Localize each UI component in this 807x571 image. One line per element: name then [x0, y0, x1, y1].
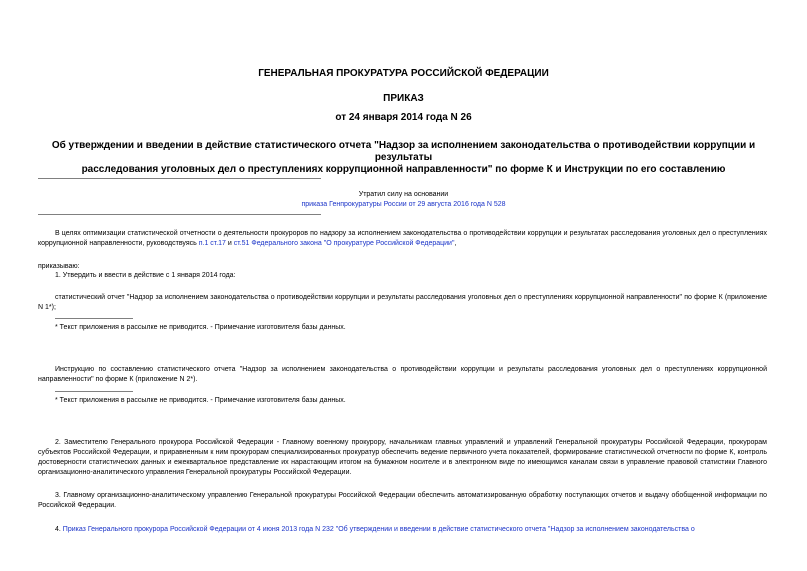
- footnote-2: * Текст приложения в рассылке не приводится. - Примечание изготовителя базы данных.: [55, 397, 346, 404]
- status-note-text: Утратил силу на основании: [358, 191, 449, 198]
- item-1-a: статистический отчет "Надзор за исполнением законодательства о противодействии коррупции и результаты расследования уголовных дел о преступлениях коррупционной направленности" по форме К (приложение N 1*);: [38, 294, 767, 311]
- document-title: [40, 140, 767, 176]
- doc-type-heading: ПРИКАЗ: [383, 93, 424, 104]
- document-title-line1: Об утверждении и введении в действие статистического отчета "Надзор за исполнением законодательства о противодействии коррупции и результаты: [51, 140, 756, 163]
- preamble-text: В целях оптимизации статистической отчетности о деятельности прокуроров по надзору за исполнением законодательства о противодействии коррупции и результатах расследования уголовных дел о преступлениях коррупционной направленности, руководствуясь: [38, 230, 767, 247]
- footnote-divider: [55, 318, 133, 319]
- org-heading: ГЕНЕРАЛЬНАЯ ПРОКУРАТУРА РОССИЙСКОЙ ФЕДЕРАЦИИ: [258, 68, 549, 79]
- item-2: 2. Заместителю Генерального прокурора Российской Федерации - Главному военному прокурору, начальникам главных управлений и управлений Генеральной прокуратуры Российской Федерации, прокурорам субъектов Российской Федерации, и приравненным к ним прокурорам специализированных прокуратур обеспечить ведение первичного учета показателей, формирование статистической отчетности по форме К, контроль достоверности статистических данных и ежеквартальное представление их нарастающим итогом на бумажном носителе и в электронном виде по имеющимся каналам связи в управление правовой статистики Главного организационно-аналитического управления Генеральной прокуратуры Российской Федерации.: [38, 439, 767, 476]
- paragraph-preamble: [38, 229, 767, 249]
- item-4-number: 4.: [55, 526, 61, 533]
- status-note-link-row: [0, 200, 807, 210]
- preamble-text-end: ,: [454, 240, 457, 247]
- document-title-line2: расследования уголовных дел о преступлениях коррупционной направленности" по форме К и Инструкции по его составлению: [81, 164, 726, 175]
- divider: [38, 214, 321, 215]
- law-link-art51[interactable]: ст.51 Федерального закона "О прокуратуре Российской Федерации": [233, 240, 455, 247]
- item-1: 1. Утвердить и ввести в действие с 1 января 2014 года:: [55, 272, 236, 279]
- order-word: приказываю:: [38, 263, 80, 270]
- item-1-b: Инструкцию по составлению статистического отчета "Надзор за исполнением законодательства о противодействии коррупции и результаты расследования уголовных дел о преступлениях коррупционной направленности" по форме К (приложение N 2*).: [38, 366, 767, 383]
- divider: [38, 178, 321, 179]
- status-note-link[interactable]: приказа Генпрокуратуры России от 29 августа 2016 года N 528: [301, 201, 506, 208]
- item-4: [38, 525, 767, 535]
- date-number-heading: от 24 января 2014 года N 26: [335, 112, 472, 123]
- footnote-divider: [55, 391, 133, 392]
- footnote-1: * Текст приложения в рассылке не приводится. - Примечание изготовителя базы данных.: [55, 324, 346, 331]
- item-4-link[interactable]: Приказ Генерального прокурора Российской Федерации от 4 июня 2013 года N 232 "Об утверждении и введении в действие статистического отчета "Надзор за исполнением законодательства о: [62, 526, 695, 533]
- law-link-p1-art17[interactable]: п.1 ст.17: [198, 240, 226, 247]
- item-3: 3. Главному организационно-аналитическому управлению Генеральной прокуратуры Российской Федерации обеспечить автоматизированную обработку поступающих отчетов и выдачу обобщенной информации по Российской Федерации.: [38, 492, 767, 509]
- preamble-text-and: и: [225, 240, 234, 247]
